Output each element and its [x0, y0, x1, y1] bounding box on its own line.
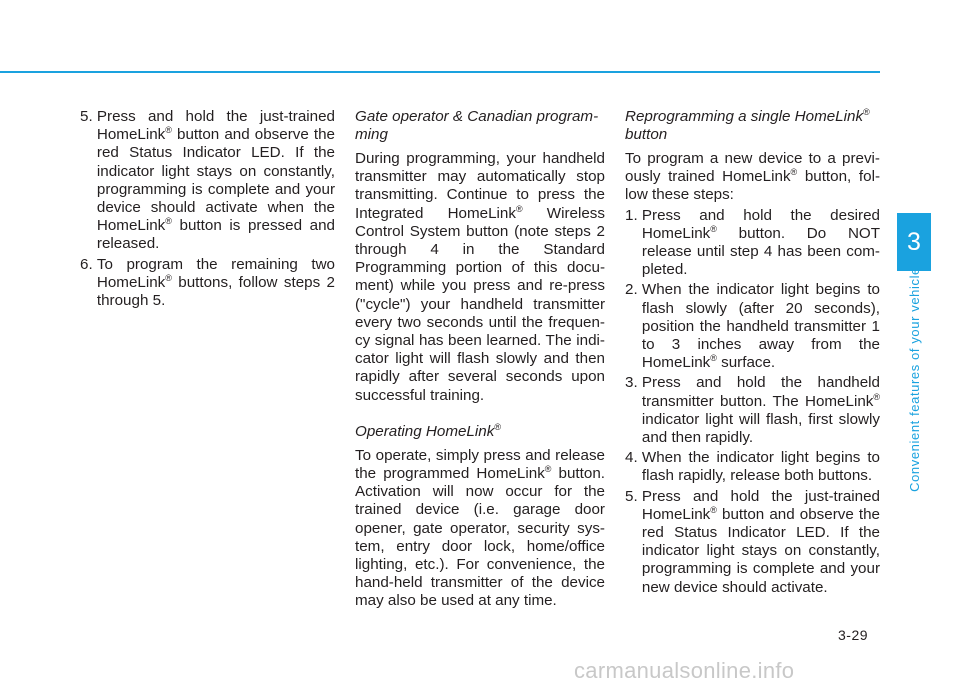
column-right: [625, 108, 880, 599]
step-text: Press and hold the just-trained HomeLink® button and observe the red Status Indicator LED. If the indicator light stays on constantly, programming is complete and your new device should activate.: [641, 487, 880, 596]
step-number: 5.: [625, 487, 642, 505]
step-text: Press and hold the handheld transmitter button. The HomeLink® indicator light will flash, first slowly and then rapidly.: [641, 374, 880, 447]
step-3: [625, 374, 880, 447]
step-text: To program the remaining two HomeLink® buttons, follow steps 2 through 5.: [96, 255, 335, 310]
step-1: [625, 207, 880, 280]
step-text: Press and hold the desired HomeLink® button. Do NOT release until step 4 has been com-pleted.: [641, 206, 880, 279]
step-number: 6.: [80, 255, 97, 273]
step-number: 2.: [625, 281, 642, 299]
section-heading-operating: Operating HomeLink®: [355, 421, 501, 440]
step-5: [625, 488, 880, 597]
paragraph-gate-operator: During programming, your handheld transmitter may automatically stop transmitting. Continue to press the Integrated HomeLink® Wireless Control System button (note steps 2 through 4 in the Standard Programming portion of this docu-ment) while you press and re-press ("cycle") your handheld transmitter every two seconds until the frequen-cy signal has been learned. The indi-cator light will flash slowly and then rapidly after several seconds upon successful training.: [355, 150, 605, 404]
chapter-title-vertical: [898, 264, 930, 494]
step-5: [80, 108, 335, 254]
section-heading-reprogramming: Reprogramming a single HomeLink® button: [625, 107, 870, 143]
step-text: When the indicator light begins to flash rapidly, release both buttons.: [641, 449, 880, 485]
step-number: 5.: [80, 108, 97, 125]
step-number: 4.: [625, 449, 642, 467]
step-number: 1.: [625, 206, 642, 224]
paragraph-operating: To operate, simply press and release the programmed HomeLink® button. Activation will now occur for the trained device (i.e. garage door opener, gate operator, security sys-tem, entry door lock, home/office lighting, etc.). For convenience, the hand-held transmitter of the device may also be used at any time.: [355, 446, 605, 610]
chapter-title: Convenient features of your vehicle: [906, 266, 922, 492]
step-2: [625, 281, 880, 372]
watermark: carmanualsonline.info: [574, 658, 795, 683]
column-left: [80, 108, 335, 312]
step-number: 3.: [625, 374, 642, 392]
chapter-tab: 3: [897, 213, 931, 271]
step-4: [625, 449, 880, 485]
page-number: 3-29: [838, 627, 869, 643]
header-rule: [0, 71, 880, 73]
paragraph-reprogramming-intro: To program a new device to a previ-ously trained HomeLink® button, fol-low these steps:: [625, 150, 880, 204]
column-middle: [355, 108, 605, 611]
step-text: Press and hold the just-trained HomeLink® button and observe the red Status Indicator LED. If the indicator light stays on constantly, programming is complete and your device should activate when the HomeLink® button is pressed and released.: [96, 108, 335, 253]
step-text: When the indicator light begins to flash slowly (after 20 seconds), position the handheld transmitter 1 to 3 inches away from the HomeLink® surface.: [641, 281, 880, 372]
step-6: [80, 256, 335, 311]
section-heading-gate-operator: Gate operator & Canadian program-ming: [355, 108, 599, 143]
